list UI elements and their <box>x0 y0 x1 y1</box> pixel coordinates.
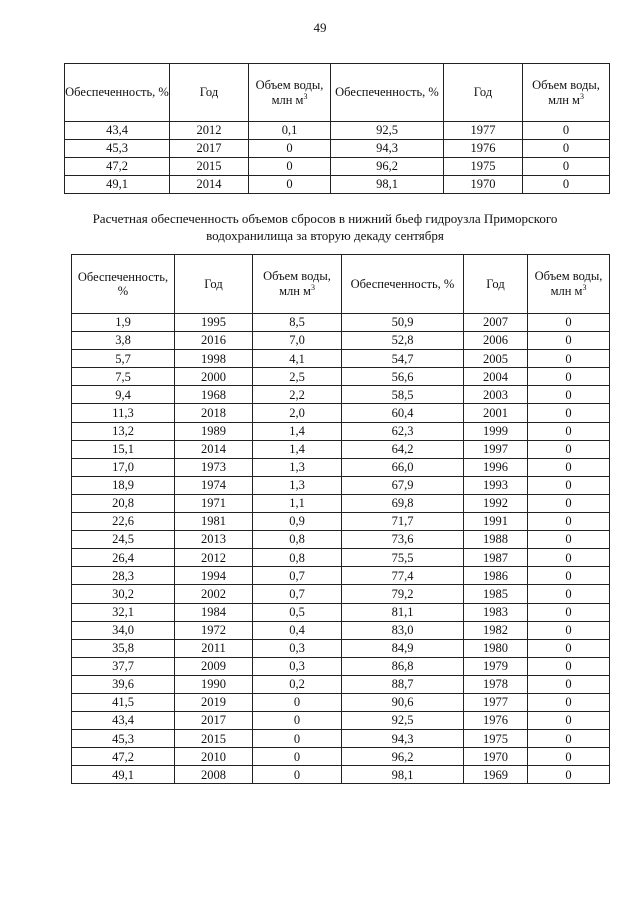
table-september-decade-2 <box>71 254 610 784</box>
table-cell: 0 <box>528 314 610 332</box>
table-cell: 96,2 <box>342 748 464 766</box>
table-cell: 92,5 <box>342 712 464 730</box>
table-cell: 0 <box>528 368 610 386</box>
table-cell: 18,9 <box>72 476 175 494</box>
table-cell: 90,6 <box>342 693 464 711</box>
table-cell: 2002 <box>175 585 253 603</box>
table-cell: 84,9 <box>342 639 464 657</box>
table-cell: 1998 <box>175 350 253 368</box>
header-year: Год <box>464 255 528 314</box>
table-cell: 7,0 <box>253 332 342 350</box>
table-cell: 1994 <box>175 567 253 585</box>
table-cell: 0 <box>528 458 610 476</box>
table-cell: 1980 <box>464 639 528 657</box>
table-cell: 11,3 <box>72 404 175 422</box>
table-cell: 2010 <box>175 748 253 766</box>
table-row <box>72 404 610 422</box>
table-cell: 39,6 <box>72 675 175 693</box>
table-cell: 1972 <box>175 621 253 639</box>
table-cell: 1995 <box>175 314 253 332</box>
table-row <box>72 657 610 675</box>
table-cell: 0 <box>528 422 610 440</box>
table-body <box>65 122 610 194</box>
header-year: Год <box>170 64 249 122</box>
header-year: Год <box>444 64 523 122</box>
table-cell: 2004 <box>464 368 528 386</box>
table-cell: 2009 <box>175 657 253 675</box>
table-cell: 24,5 <box>72 531 175 549</box>
table-cell: 37,7 <box>72 657 175 675</box>
table-cell: 0 <box>528 766 610 784</box>
table-cell: 0 <box>528 404 610 422</box>
table-cell: 1977 <box>464 693 528 711</box>
table-row <box>72 603 610 621</box>
table-cell: 0 <box>523 122 610 140</box>
table-cell: 1975 <box>444 158 523 176</box>
table-cell: 1,3 <box>253 476 342 494</box>
table-cell: 0 <box>528 332 610 350</box>
table-cell: 0,9 <box>253 513 342 531</box>
table-cell: 1970 <box>444 176 523 194</box>
table-cell: 1985 <box>464 585 528 603</box>
table-cell: 9,4 <box>72 386 175 404</box>
table-cell: 0 <box>523 176 610 194</box>
table-cell: 2017 <box>175 712 253 730</box>
table-cell: 60,4 <box>342 404 464 422</box>
table-cell: 1,1 <box>253 494 342 512</box>
table-cell: 30,2 <box>72 585 175 603</box>
table-row <box>72 494 610 512</box>
table-row <box>72 386 610 404</box>
table-cell: 0,7 <box>253 585 342 603</box>
table-body <box>72 314 610 784</box>
table-cell: 1982 <box>464 621 528 639</box>
table-cell: 2013 <box>175 531 253 549</box>
table-cell: 1,9 <box>72 314 175 332</box>
table-cell: 96,2 <box>331 158 444 176</box>
table-row <box>72 621 610 639</box>
table-cell: 0 <box>528 657 610 675</box>
table-row <box>72 549 610 567</box>
table-cell: 64,2 <box>342 440 464 458</box>
table-continuation <box>64 63 610 194</box>
table-cell: 2011 <box>175 639 253 657</box>
header-volume: Объем воды, млн $м^3$ <box>528 255 610 314</box>
header-probability: Обеспеченность, % <box>331 64 444 122</box>
table-row <box>72 350 610 368</box>
table-cell: 0 <box>528 730 610 748</box>
table-cell: 1976 <box>444 140 523 158</box>
table-cell: 0,7 <box>253 567 342 585</box>
table-cell: 1990 <box>175 675 253 693</box>
table-cell: 49,1 <box>65 176 170 194</box>
table-cell: 2006 <box>464 332 528 350</box>
table-cell: 77,4 <box>342 567 464 585</box>
table-header-row <box>72 255 610 314</box>
table-row <box>65 158 610 176</box>
table-cell: 0,4 <box>253 621 342 639</box>
table-cell: 26,4 <box>72 549 175 567</box>
table-cell: 54,7 <box>342 350 464 368</box>
table-cell: 2,2 <box>253 386 342 404</box>
table-cell: 5,7 <box>72 350 175 368</box>
table-cell: 47,2 <box>65 158 170 176</box>
table-row <box>65 176 610 194</box>
table-row <box>65 140 610 158</box>
table-cell: 34,0 <box>72 621 175 639</box>
table-cell: 35,8 <box>72 639 175 657</box>
table-cell: 1973 <box>175 458 253 476</box>
table-cell: 1970 <box>464 748 528 766</box>
table-cell: 1971 <box>175 494 253 512</box>
table-row <box>72 476 610 494</box>
table-cell: 1984 <box>175 603 253 621</box>
table-cell: 1,4 <box>253 422 342 440</box>
header-probability: Обеспеченность, % <box>342 255 464 314</box>
table-cell: 0,2 <box>253 675 342 693</box>
table-cell: 0 <box>528 621 610 639</box>
table-cell: 69,8 <box>342 494 464 512</box>
table-cell: 0 <box>528 549 610 567</box>
table-cell: 0,8 <box>253 531 342 549</box>
table-cell: 2005 <box>464 350 528 368</box>
header-volume: Объем воды, млн $м^3$ <box>253 255 342 314</box>
table-cell: 0,3 <box>253 639 342 657</box>
table-cell: 0 <box>253 693 342 711</box>
table-cell: 45,3 <box>72 730 175 748</box>
table-row <box>72 314 610 332</box>
table-cell: 0 <box>523 158 610 176</box>
table-cell: 88,7 <box>342 675 464 693</box>
table-cell: 73,6 <box>342 531 464 549</box>
table-row <box>72 766 610 784</box>
table-cell: 0 <box>528 585 610 603</box>
table-cell: 1997 <box>464 440 528 458</box>
header-probability: Обеспеченность, % <box>65 64 170 122</box>
table-cell: 81,1 <box>342 603 464 621</box>
table-cell: 1999 <box>464 422 528 440</box>
table-cell: 1988 <box>464 531 528 549</box>
table-row <box>72 693 610 711</box>
table-cell: 0,3 <box>253 657 342 675</box>
table-cell: 0 <box>528 440 610 458</box>
table-cell: 3,8 <box>72 332 175 350</box>
table-cell: 0 <box>253 730 342 748</box>
header-volume: Объем воды, млн $м^3$ <box>523 64 610 122</box>
table-cell: 75,5 <box>342 549 464 567</box>
table-cell: 83,0 <box>342 621 464 639</box>
table-cell: 86,8 <box>342 657 464 675</box>
table-cell: 45,3 <box>65 140 170 158</box>
table-cell: 1991 <box>464 513 528 531</box>
table-cell: 2012 <box>175 549 253 567</box>
table-cell: 1974 <box>175 476 253 494</box>
table-cell: 2019 <box>175 693 253 711</box>
table-cell: 94,3 <box>342 730 464 748</box>
table-cell: 8,5 <box>253 314 342 332</box>
table-cell: 94,3 <box>331 140 444 158</box>
table-cell: 0,1 <box>249 122 331 140</box>
table-row <box>72 748 610 766</box>
table-cell: 1993 <box>464 476 528 494</box>
table-cell: 41,5 <box>72 693 175 711</box>
table-cell: 32,1 <box>72 603 175 621</box>
table-cell: 0 <box>253 712 342 730</box>
table-row <box>72 585 610 603</box>
table-cell: 47,2 <box>72 748 175 766</box>
table-cell: 0 <box>528 639 610 657</box>
table-cell: 1996 <box>464 458 528 476</box>
table-cell: 1979 <box>464 657 528 675</box>
table-row <box>72 513 610 531</box>
table-cell: 1976 <box>464 712 528 730</box>
table-cell: 1968 <box>175 386 253 404</box>
table-row <box>65 122 610 140</box>
table-cell: 0 <box>253 766 342 784</box>
table-cell: 0 <box>528 386 610 404</box>
table-cell: 0 <box>249 176 331 194</box>
table-cell: 79,2 <box>342 585 464 603</box>
table-cell: 2016 <box>175 332 253 350</box>
table-cell: 0 <box>528 675 610 693</box>
table-cell: 22,6 <box>72 513 175 531</box>
table-cell: 0 <box>528 531 610 549</box>
header-year: Год <box>175 255 253 314</box>
table-cell: 1,3 <box>253 458 342 476</box>
table-cell: 0 <box>249 140 331 158</box>
table-cell: 0,5 <box>253 603 342 621</box>
table-cell: 20,8 <box>72 494 175 512</box>
table-row <box>72 368 610 386</box>
table-cell: 2007 <box>464 314 528 332</box>
table-header-row <box>65 64 610 122</box>
table-cell: 0 <box>528 476 610 494</box>
table-cell: 2015 <box>170 158 249 176</box>
table-row <box>72 639 610 657</box>
table-cell: 15,1 <box>72 440 175 458</box>
table-cell: 2014 <box>175 440 253 458</box>
table-cell: 2015 <box>175 730 253 748</box>
table-cell: 62,3 <box>342 422 464 440</box>
table-cell: 1987 <box>464 549 528 567</box>
table-cell: 1981 <box>175 513 253 531</box>
table-cell: 49,1 <box>72 766 175 784</box>
table-cell: 0 <box>528 748 610 766</box>
table-cell: 2,5 <box>253 368 342 386</box>
table-cell: 1969 <box>464 766 528 784</box>
table-cell: 2000 <box>175 368 253 386</box>
table-row <box>72 332 610 350</box>
table-cell: 1,4 <box>253 440 342 458</box>
table-cell: 43,4 <box>72 712 175 730</box>
table-cell: 98,1 <box>331 176 444 194</box>
table-cell: 28,3 <box>72 567 175 585</box>
table-cell: 58,5 <box>342 386 464 404</box>
table-cell: 2001 <box>464 404 528 422</box>
table-cell: 0,8 <box>253 549 342 567</box>
table-cell: 0 <box>523 140 610 158</box>
table-cell: 1992 <box>464 494 528 512</box>
table-cell: 2017 <box>170 140 249 158</box>
table-cell: 71,7 <box>342 513 464 531</box>
table-row <box>72 531 610 549</box>
table-cell: 50,9 <box>342 314 464 332</box>
page-number: 49 <box>313 20 327 35</box>
table-cell: 2003 <box>464 386 528 404</box>
header-probability: Обеспеченность, % <box>72 255 175 314</box>
table-cell: 52,8 <box>342 332 464 350</box>
table-cell: 13,2 <box>72 422 175 440</box>
table-cell: 0 <box>528 350 610 368</box>
table-cell: 0 <box>528 693 610 711</box>
table-cell: 0 <box>528 603 610 621</box>
table-cell: 1989 <box>175 422 253 440</box>
table-cell: 0 <box>528 494 610 512</box>
table-row <box>72 567 610 585</box>
table-cell: 2014 <box>170 176 249 194</box>
table-cell: 4,1 <box>253 350 342 368</box>
table-cell: 2012 <box>170 122 249 140</box>
table-cell: 2018 <box>175 404 253 422</box>
table-cell: 1983 <box>464 603 528 621</box>
table-row <box>72 458 610 476</box>
table-cell: 1986 <box>464 567 528 585</box>
table-row <box>72 440 610 458</box>
table-cell: 7,5 <box>72 368 175 386</box>
table-row <box>72 730 610 748</box>
table-cell: 56,6 <box>342 368 464 386</box>
table-cell: 67,9 <box>342 476 464 494</box>
table-cell: 2,0 <box>253 404 342 422</box>
table-cell: 0 <box>253 748 342 766</box>
table-cell: 2008 <box>175 766 253 784</box>
table-cell: 0 <box>528 567 610 585</box>
table-cell: 1977 <box>444 122 523 140</box>
table-row <box>72 712 610 730</box>
table-cell: 92,5 <box>331 122 444 140</box>
table-row <box>72 422 610 440</box>
table-cell: 17,0 <box>72 458 175 476</box>
table-cell: 1978 <box>464 675 528 693</box>
table-cell: 0 <box>249 158 331 176</box>
table-cell: 98,1 <box>342 766 464 784</box>
header-volume: Объем воды, млн $м^3$ <box>249 64 331 122</box>
table-caption: Расчетная обеспеченность объемов сбросов в нижний бьеф гидроузла Приморского водохранилища за вторую декаду сентября <box>92 211 558 243</box>
table-cell: 66,0 <box>342 458 464 476</box>
table-cell: 1975 <box>464 730 528 748</box>
table-row <box>72 675 610 693</box>
table-cell: 0 <box>528 513 610 531</box>
table-cell: 0 <box>528 712 610 730</box>
table-cell: 43,4 <box>65 122 170 140</box>
